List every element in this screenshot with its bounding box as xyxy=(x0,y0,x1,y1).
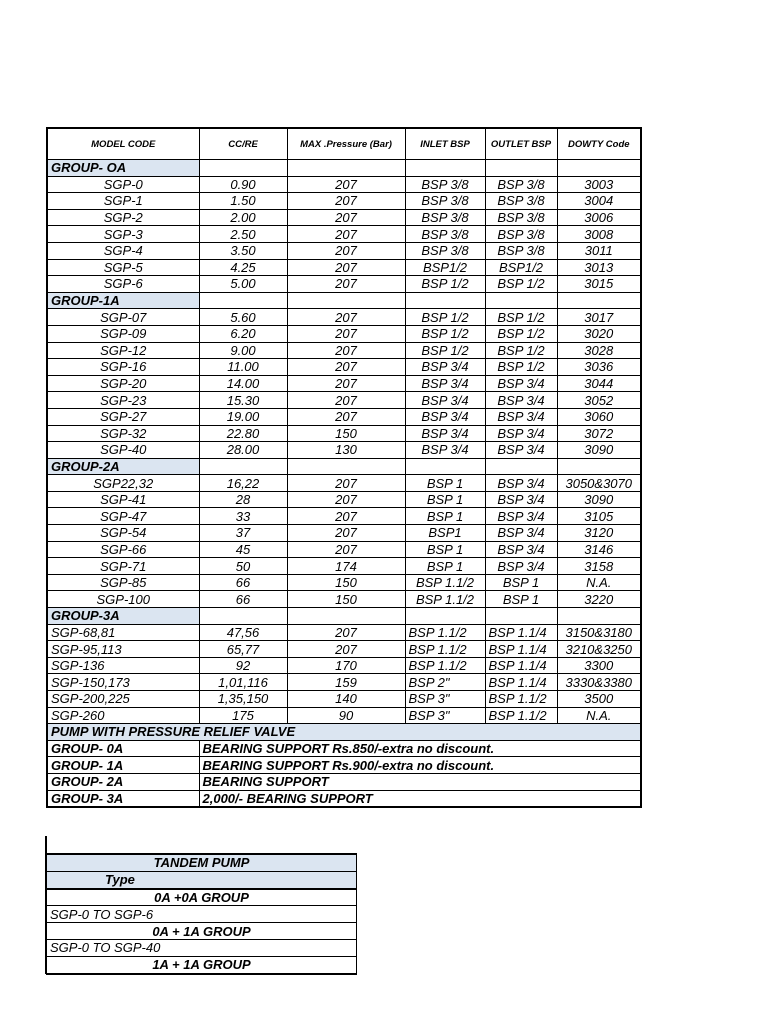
dowty-code: 3036 xyxy=(557,359,641,376)
cc-re: 37 xyxy=(199,525,287,542)
tandem-row xyxy=(47,906,357,923)
table-row xyxy=(47,408,641,425)
inlet-bsp: BSP 3/4 xyxy=(405,392,485,409)
group-name: GROUP- OA xyxy=(47,160,199,177)
inlet-bsp: BSP 1/2 xyxy=(405,276,485,293)
table-row xyxy=(47,276,641,293)
cc-re: 11.00 xyxy=(199,359,287,376)
inlet-bsp: BSP 1.1/2 xyxy=(405,657,485,674)
dowty-code: 3120 xyxy=(557,525,641,542)
outlet-bsp: BSP 1.1/4 xyxy=(485,657,557,674)
table-row xyxy=(47,558,641,575)
outlet-bsp: BSP 3/4 xyxy=(485,508,557,525)
inlet-bsp: BSP 3" xyxy=(405,707,485,724)
empty-cell xyxy=(199,160,287,177)
tandem-group: 1A + 1A GROUP xyxy=(47,956,357,973)
inlet-bsp: BSP 1.1/2 xyxy=(405,591,485,608)
table-row xyxy=(47,475,641,492)
max-pressure: 130 xyxy=(287,442,405,459)
model-code: SGP-20 xyxy=(47,375,199,392)
tandem-rows xyxy=(47,889,357,974)
max-pressure: 207 xyxy=(287,226,405,243)
max-pressure: 207 xyxy=(287,408,405,425)
max-pressure: 207 xyxy=(287,641,405,658)
relief-row xyxy=(47,790,641,807)
cc-re: 15.30 xyxy=(199,392,287,409)
table-row xyxy=(47,525,641,542)
empty-cell xyxy=(485,458,557,475)
cc-re: 66 xyxy=(199,591,287,608)
table-header xyxy=(47,128,641,160)
table-row xyxy=(47,242,641,259)
model-code: SGP-3 xyxy=(47,226,199,243)
table-row xyxy=(47,491,641,508)
model-code: SGP-68,81 xyxy=(47,624,199,641)
table-row xyxy=(47,325,641,342)
outlet-bsp: BSP 3/8 xyxy=(485,193,557,210)
empty-cell xyxy=(557,160,641,177)
cc-re: 50 xyxy=(199,558,287,575)
relief-row xyxy=(47,757,641,774)
max-pressure: 174 xyxy=(287,558,405,575)
cc-re: 1,35,150 xyxy=(199,691,287,708)
outlet-bsp: BSP 3/4 xyxy=(485,408,557,425)
empty-cell xyxy=(557,608,641,625)
model-code: SGP-1 xyxy=(47,193,199,210)
model-code: SGP-71 xyxy=(47,558,199,575)
outlet-bsp: BSP 3/8 xyxy=(485,176,557,193)
max-pressure: 207 xyxy=(287,276,405,293)
cc-re: 28 xyxy=(199,491,287,508)
model-code: SGP-4 xyxy=(47,242,199,259)
cc-re: 28.00 xyxy=(199,442,287,459)
empty-cell xyxy=(199,292,287,309)
max-pressure: 207 xyxy=(287,508,405,525)
inlet-bsp: BSP1 xyxy=(405,525,485,542)
dowty-code: 3011 xyxy=(557,242,641,259)
max-pressure: 150 xyxy=(287,591,405,608)
dowty-code: 3013 xyxy=(557,259,641,276)
cc-re: 4.25 xyxy=(199,259,287,276)
table-row xyxy=(47,442,641,459)
outlet-bsp: BSP 3/8 xyxy=(485,242,557,259)
empty-cell xyxy=(485,160,557,177)
table-row xyxy=(47,624,641,641)
dowty-code: 3008 xyxy=(557,226,641,243)
dowty-code: 3004 xyxy=(557,193,641,210)
inlet-bsp: BSP 1.1/2 xyxy=(405,641,485,658)
outlet-bsp: BSP 1/2 xyxy=(485,359,557,376)
relief-note: BEARING SUPPORT xyxy=(199,773,641,790)
table-row xyxy=(47,425,641,442)
max-pressure: 207 xyxy=(287,242,405,259)
inlet-bsp: BSP 3/4 xyxy=(405,359,485,376)
dowty-code: 3105 xyxy=(557,508,641,525)
empty-cell xyxy=(557,458,641,475)
model-code: SGP22,32 xyxy=(47,475,199,492)
outlet-bsp: BSP 1/2 xyxy=(485,325,557,342)
max-pressure: 159 xyxy=(287,674,405,691)
inlet-bsp: BSP 3" xyxy=(405,691,485,708)
outlet-bsp: BSP 1/2 xyxy=(485,309,557,326)
cc-re: 33 xyxy=(199,508,287,525)
outlet-bsp: BSP1/2 xyxy=(485,259,557,276)
outlet-bsp: BSP 3/8 xyxy=(485,209,557,226)
cc-re: 6.20 xyxy=(199,325,287,342)
inlet-bsp: BSP 3/8 xyxy=(405,209,485,226)
relief-title-row xyxy=(47,724,641,741)
outlet-bsp: BSP 3/4 xyxy=(485,525,557,542)
inlet-bsp: BSP 3/4 xyxy=(405,408,485,425)
outlet-bsp: BSP 3/4 xyxy=(485,425,557,442)
model-code: SGP-40 xyxy=(47,442,199,459)
dowty-code: 3150&3180 xyxy=(557,624,641,641)
group-row xyxy=(47,458,641,475)
model-code: SGP-2 xyxy=(47,209,199,226)
dowty-code: 3330&3380 xyxy=(557,674,641,691)
empty-cell xyxy=(405,160,485,177)
dowty-code: 3017 xyxy=(557,309,641,326)
relief-group: GROUP- 1A xyxy=(47,757,199,774)
cc-re: 16,22 xyxy=(199,475,287,492)
table-row xyxy=(47,375,641,392)
model-code: SGP-85 xyxy=(47,574,199,591)
outlet-bsp: BSP 1/2 xyxy=(485,342,557,359)
table-row xyxy=(47,359,641,376)
empty-cell xyxy=(287,608,405,625)
inlet-bsp: BSP 3/8 xyxy=(405,193,485,210)
dowty-code: 3003 xyxy=(557,176,641,193)
dowty-code: 3158 xyxy=(557,558,641,575)
inlet-bsp: BSP 1 xyxy=(405,508,485,525)
outlet-bsp: BSP 3/8 xyxy=(485,226,557,243)
dowty-code: 3146 xyxy=(557,541,641,558)
dowty-code: 3020 xyxy=(557,325,641,342)
tandem-table xyxy=(46,853,357,975)
tandem-group: 0A +0A GROUP xyxy=(47,889,357,906)
cc-re: 47,56 xyxy=(199,624,287,641)
tandem-row xyxy=(47,923,357,940)
table-row xyxy=(47,508,641,525)
dowty-code: 3210&3250 xyxy=(557,641,641,658)
inlet-bsp: BSP 1.1/2 xyxy=(405,574,485,591)
empty-cell xyxy=(199,608,287,625)
outlet-bsp: BSP 3/4 xyxy=(485,541,557,558)
max-pressure: 207 xyxy=(287,176,405,193)
relief-note: 2,000/- BEARING SUPPORT xyxy=(199,790,641,807)
max-pressure: 207 xyxy=(287,193,405,210)
tandem-row xyxy=(47,889,357,906)
dowty-code: 3052 xyxy=(557,392,641,409)
table-row xyxy=(47,209,641,226)
group-row xyxy=(47,160,641,177)
cc-re: 1.50 xyxy=(199,193,287,210)
max-pressure: 140 xyxy=(287,691,405,708)
table-row xyxy=(47,342,641,359)
price-table xyxy=(46,127,642,808)
tandem-group: 0A + 1A GROUP xyxy=(47,923,357,940)
max-pressure: 207 xyxy=(287,392,405,409)
table-row xyxy=(47,226,641,243)
outlet-bsp: BSP 3/4 xyxy=(485,491,557,508)
table-row xyxy=(47,574,641,591)
inlet-bsp: BSP 1 xyxy=(405,475,485,492)
dowty-code: 3028 xyxy=(557,342,641,359)
dowty-code: 3006 xyxy=(557,209,641,226)
col-model-code: MODEL CODE xyxy=(47,128,199,160)
empty-cell xyxy=(287,292,405,309)
group-row xyxy=(47,292,641,309)
model-code: SGP-54 xyxy=(47,525,199,542)
dowty-code: 3090 xyxy=(557,491,641,508)
inlet-bsp: BSP 3/8 xyxy=(405,226,485,243)
empty-cell xyxy=(405,292,485,309)
dowty-code: 3060 xyxy=(557,408,641,425)
model-code: SGP-41 xyxy=(47,491,199,508)
table-row xyxy=(47,193,641,210)
table-row xyxy=(47,541,641,558)
max-pressure: 207 xyxy=(287,259,405,276)
model-code: SGP-5 xyxy=(47,259,199,276)
col-max-pressure: MAX .Pressure (Bar) xyxy=(287,128,405,160)
inlet-bsp: BSP 3/8 xyxy=(405,242,485,259)
col-inlet-bsp: INLET BSP xyxy=(405,128,485,160)
cc-re: 14.00 xyxy=(199,375,287,392)
outlet-bsp: BSP 3/4 xyxy=(485,475,557,492)
inlet-bsp: BSP 1 xyxy=(405,541,485,558)
cc-re: 5.00 xyxy=(199,276,287,293)
group-name: GROUP-2A xyxy=(47,458,199,475)
max-pressure: 207 xyxy=(287,209,405,226)
inlet-bsp: BSP 2" xyxy=(405,674,485,691)
cc-re: 9.00 xyxy=(199,342,287,359)
empty-cell xyxy=(405,458,485,475)
relief-note: BEARING SUPPORT Rs.850/-extra no discount. xyxy=(199,740,641,757)
relief-group: GROUP- 2A xyxy=(47,773,199,790)
group-row xyxy=(47,608,641,625)
tandem-range: SGP-0 TO SGP-6 xyxy=(47,906,357,923)
outlet-bsp: BSP 3/4 xyxy=(485,558,557,575)
model-code: SGP-0 xyxy=(47,176,199,193)
table-row xyxy=(47,657,641,674)
col-dowty-code: DOWTY Code xyxy=(557,128,641,160)
empty-cell xyxy=(199,458,287,475)
max-pressure: 150 xyxy=(287,574,405,591)
empty-cell xyxy=(485,292,557,309)
max-pressure: 207 xyxy=(287,541,405,558)
cc-re: 2.00 xyxy=(199,209,287,226)
model-code: SGP-200,225 xyxy=(47,691,199,708)
inlet-bsp: BSP 3/4 xyxy=(405,425,485,442)
empty-cell xyxy=(287,160,405,177)
relief-row xyxy=(47,740,641,757)
table-body xyxy=(47,160,641,808)
max-pressure: 207 xyxy=(287,375,405,392)
inlet-bsp: BSP 1/2 xyxy=(405,325,485,342)
outlet-bsp: BSP 1.1/4 xyxy=(485,641,557,658)
max-pressure: 207 xyxy=(287,491,405,508)
model-code: SGP-150,173 xyxy=(47,674,199,691)
relief-group: GROUP- 0A xyxy=(47,740,199,757)
outlet-bsp: BSP 3/4 xyxy=(485,375,557,392)
empty-cell xyxy=(485,608,557,625)
table-row xyxy=(47,674,641,691)
inlet-bsp: BSP 3/4 xyxy=(405,375,485,392)
model-code: SGP-136 xyxy=(47,657,199,674)
outlet-bsp: BSP 1.1/4 xyxy=(485,674,557,691)
model-code: SGP-47 xyxy=(47,508,199,525)
outlet-bsp: BSP 3/4 xyxy=(485,392,557,409)
dowty-code: 3015 xyxy=(557,276,641,293)
dowty-code: 3500 xyxy=(557,691,641,708)
outlet-bsp: BSP 1.1/4 xyxy=(485,624,557,641)
cc-re: 175 xyxy=(199,707,287,724)
cc-re: 1,01,116 xyxy=(199,674,287,691)
table-row xyxy=(47,707,641,724)
model-code: SGP-66 xyxy=(47,541,199,558)
max-pressure: 150 xyxy=(287,425,405,442)
dowty-code: N.A. xyxy=(557,707,641,724)
model-code: SGP-6 xyxy=(47,276,199,293)
model-code: SGP-95,113 xyxy=(47,641,199,658)
model-code: SGP-27 xyxy=(47,408,199,425)
table-row xyxy=(47,259,641,276)
dowty-code: 3090 xyxy=(557,442,641,459)
col-cc-re: CC/RE xyxy=(199,128,287,160)
dowty-code: 3072 xyxy=(557,425,641,442)
tandem-range: SGP-0 TO SGP-40 xyxy=(47,939,357,956)
table-row xyxy=(47,591,641,608)
dowty-code: 3220 xyxy=(557,591,641,608)
relief-title: PUMP WITH PRESSURE RELIEF VALVE xyxy=(47,724,641,741)
model-code: SGP-100 xyxy=(47,591,199,608)
cc-re: 19.00 xyxy=(199,408,287,425)
tandem-row xyxy=(47,956,357,973)
model-code: SGP-12 xyxy=(47,342,199,359)
max-pressure: 207 xyxy=(287,624,405,641)
cc-re: 2.50 xyxy=(199,226,287,243)
outlet-bsp: BSP 1.1/2 xyxy=(485,707,557,724)
max-pressure: 170 xyxy=(287,657,405,674)
group-name: GROUP-1A xyxy=(47,292,199,309)
max-pressure: 207 xyxy=(287,342,405,359)
cc-re: 92 xyxy=(199,657,287,674)
tandem-title: TANDEM PUMP xyxy=(47,854,357,871)
model-code: SGP-32 xyxy=(47,425,199,442)
cc-re: 45 xyxy=(199,541,287,558)
max-pressure: 207 xyxy=(287,309,405,326)
outlet-bsp: BSP 3/4 xyxy=(485,442,557,459)
outlet-bsp: BSP 1 xyxy=(485,591,557,608)
outlet-bsp: BSP 1/2 xyxy=(485,276,557,293)
model-code: SGP-07 xyxy=(47,309,199,326)
inlet-bsp: BSP 1.1/2 xyxy=(405,624,485,641)
cc-re: 5.60 xyxy=(199,309,287,326)
cc-re: 0.90 xyxy=(199,176,287,193)
inlet-bsp: BSP 3/8 xyxy=(405,176,485,193)
empty-cell xyxy=(405,608,485,625)
group-name: GROUP-3A xyxy=(47,608,199,625)
relief-group: GROUP- 3A xyxy=(47,790,199,807)
relief-note: BEARING SUPPORT Rs.900/-extra no discount. xyxy=(199,757,641,774)
model-code: SGP-09 xyxy=(47,325,199,342)
tandem-row xyxy=(47,939,357,956)
model-code: SGP-23 xyxy=(47,392,199,409)
model-code: SGP-260 xyxy=(47,707,199,724)
dowty-code: 3050&3070 xyxy=(557,475,641,492)
max-pressure: 207 xyxy=(287,525,405,542)
inlet-bsp: BSP1/2 xyxy=(405,259,485,276)
outlet-bsp: BSP 1 xyxy=(485,574,557,591)
empty-cell xyxy=(557,292,641,309)
table-row xyxy=(47,176,641,193)
empty-cell xyxy=(287,458,405,475)
cc-re: 3.50 xyxy=(199,242,287,259)
table-row xyxy=(47,309,641,326)
outlet-bsp: BSP 1.1/2 xyxy=(485,691,557,708)
table-row xyxy=(47,691,641,708)
col-outlet-bsp: OUTLET BSP xyxy=(485,128,557,160)
relief-row xyxy=(47,773,641,790)
max-pressure: 207 xyxy=(287,475,405,492)
cc-re: 65,77 xyxy=(199,641,287,658)
max-pressure: 207 xyxy=(287,359,405,376)
tandem-type-label: Type xyxy=(47,871,357,888)
cc-re: 66 xyxy=(199,574,287,591)
max-pressure: 90 xyxy=(287,707,405,724)
dowty-code: N.A. xyxy=(557,574,641,591)
dowty-code: 3044 xyxy=(557,375,641,392)
inlet-bsp: BSP 1/2 xyxy=(405,309,485,326)
inlet-bsp: BSP 1 xyxy=(405,558,485,575)
dowty-code: 3300 xyxy=(557,657,641,674)
inlet-bsp: BSP 1/2 xyxy=(405,342,485,359)
inlet-bsp: BSP 1 xyxy=(405,491,485,508)
cc-re: 22.80 xyxy=(199,425,287,442)
inlet-bsp: BSP 3/4 xyxy=(405,442,485,459)
table-row xyxy=(47,392,641,409)
max-pressure: 207 xyxy=(287,325,405,342)
table-row xyxy=(47,641,641,658)
model-code: SGP-16 xyxy=(47,359,199,376)
